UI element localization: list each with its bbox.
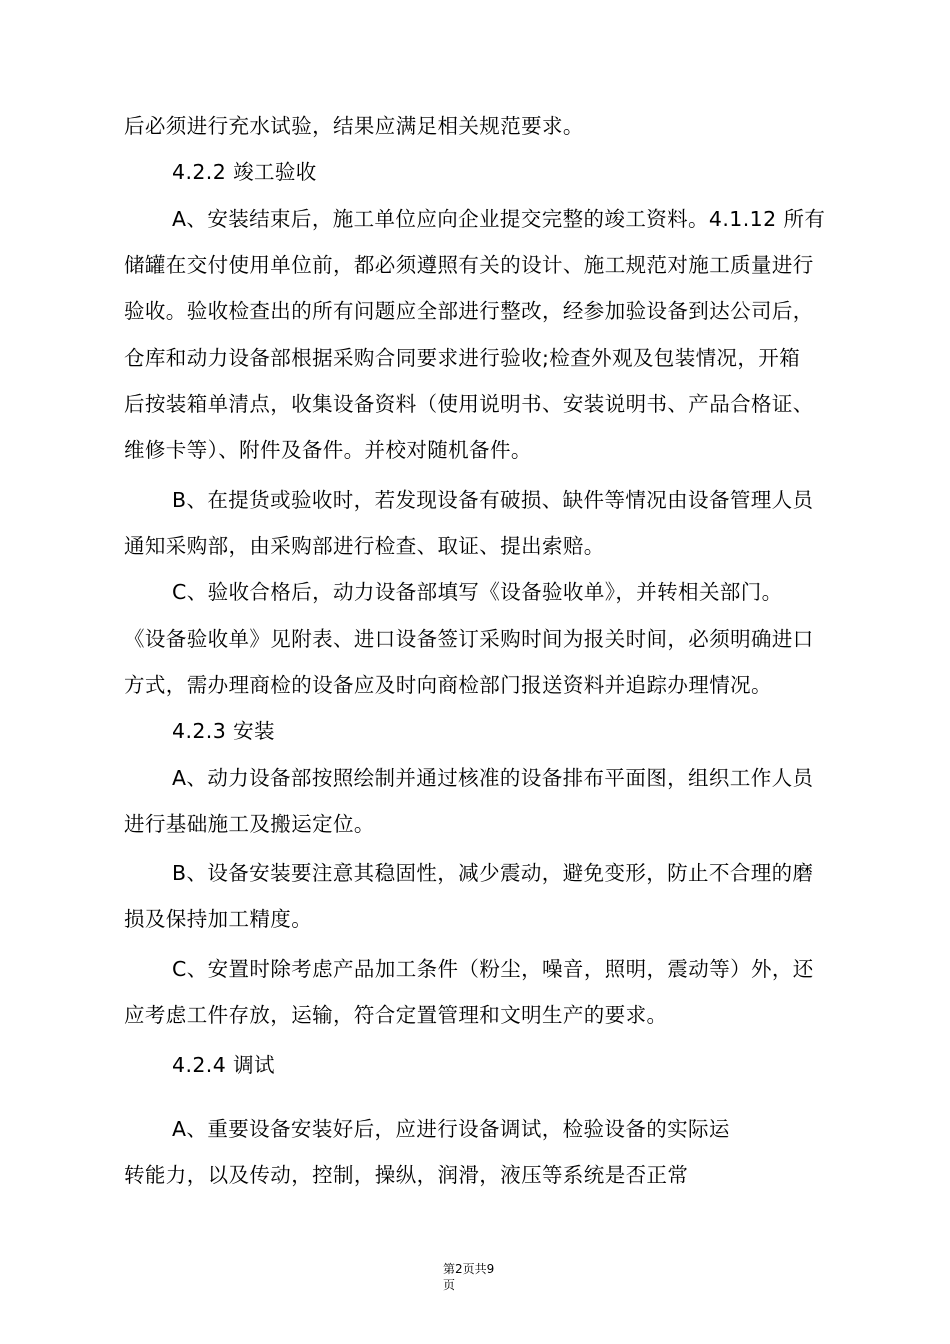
paragraph-line: B、设备安装要注意其稳固性，减少震动，避免变形，防止不合理的磨 <box>172 861 814 885</box>
paragraph-line: 损及保持加工精度。 <box>124 907 313 931</box>
section-heading: 4.2.2 竣工验收 <box>172 160 317 184</box>
paragraph-line: 转能力，以及传动，控制，操纵，润滑，液压等系统是否正常 <box>124 1163 689 1187</box>
paragraph-line: 验收。验收检查出的所有问题应全部进行整改，经参加验设备到达公司后， <box>124 299 814 323</box>
paragraph-line: 维修卡等）、附件及备件。并校对随机备件。 <box>124 438 532 462</box>
paragraph-line: 应考虑工件存放，运输，符合定置管理和文明生产的要求。 <box>124 1003 668 1027</box>
paragraph-line: C、安置时除考虑产品加工条件（粉尘，噪音，照明，震动等）外，还 <box>172 957 814 981</box>
page-number-suffix: 页 <box>443 1278 456 1292</box>
paragraph-line: 进行基础施工及搬运定位。 <box>124 812 375 836</box>
paragraph-line: 后必须进行充水试验，结果应满足相关规范要求。 <box>124 114 584 138</box>
paragraph-line: 仓库和动力设备部根据采购合同要求进行验收;检查外观及包装情况，开箱 <box>124 346 801 370</box>
section-heading: 4.2.3 安装 <box>172 719 275 743</box>
paragraph-line: C、验收合格后，动力设备部填写《设备验收单》，并转相关部门。 <box>172 580 783 604</box>
paragraph-line: A、动力设备部按照绘制并通过核准的设备排布平面图，组织工作人员 <box>172 766 814 790</box>
section-heading: 4.2.4 调试 <box>172 1053 275 1077</box>
page-number: 第2页共9 <box>443 1262 495 1276</box>
paragraph-line: B、在提货或验收时，若发现设备有破损、缺件等情况由设备管理人员 <box>172 488 814 512</box>
paragraph-line: 通知采购部，由采购部进行检查、取证、提出索赔。 <box>124 534 605 558</box>
paragraph-line: 《设备验收单》见附表、进口设备签订采购时间为报关时间，必须明确进口 <box>124 627 814 651</box>
paragraph-line: A、安装结束后，施工单位应向企业提交完整的竣工资料。4.1.12 所有 <box>172 207 826 231</box>
paragraph-line: 方式，需办理商检的设备应及时向商检部门报送资料并追踪办理情况。 <box>124 673 772 697</box>
paragraph-line: 储罐在交付使用单位前，都必须遵照有关的设计、施工规范对施工质量进行 <box>124 253 814 277</box>
paragraph-line: A、重要设备安装好后，应进行设备调试，检验设备的实际运 <box>172 1117 730 1141</box>
paragraph-line: 后按装箱单清点，收集设备资料（使用说明书、安装说明书、产品合格证、 <box>124 392 814 416</box>
